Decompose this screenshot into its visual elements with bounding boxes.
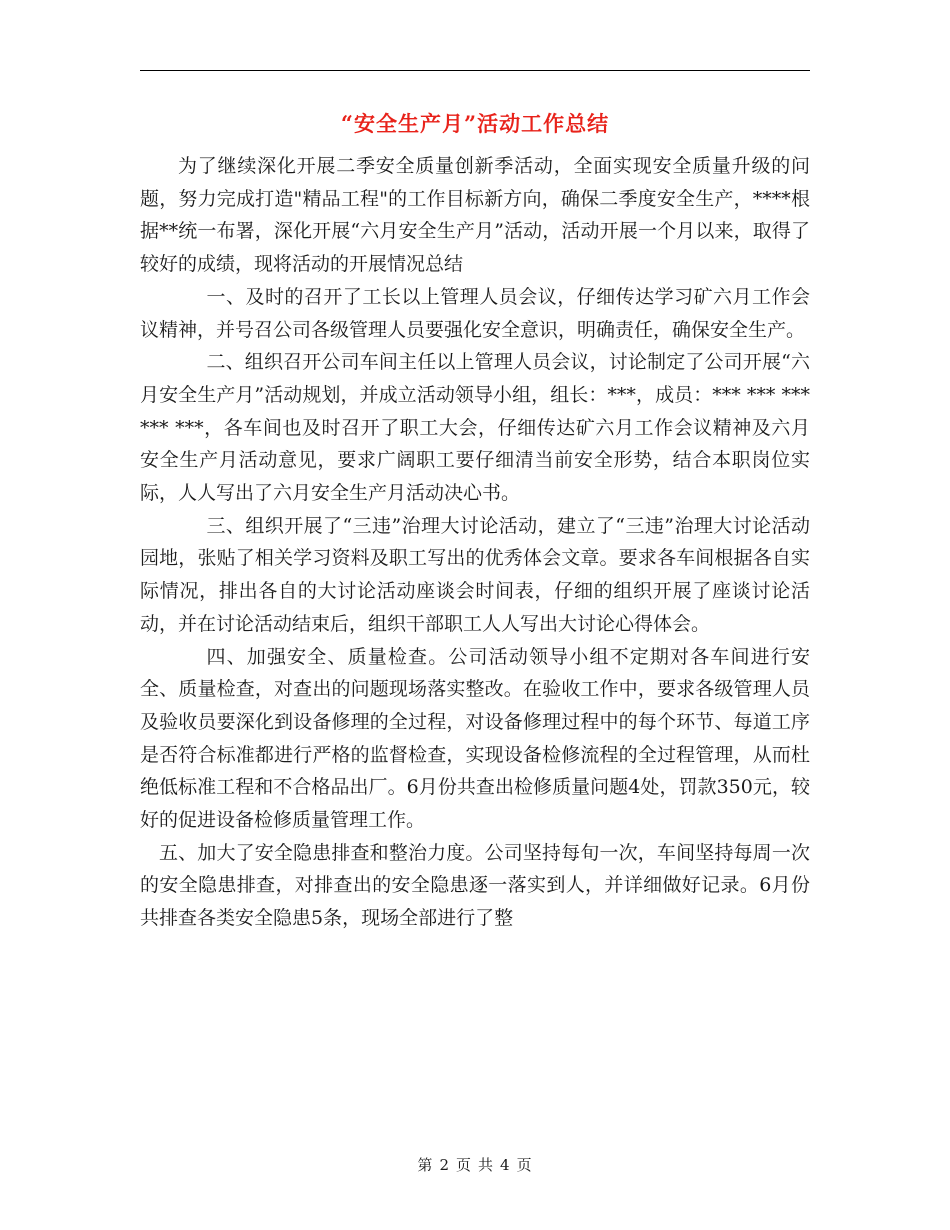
- page-footer: [0, 1154, 950, 1175]
- header-rule: [140, 70, 810, 71]
- paragraph-section-4: 四、加强安全、质量检查。公司活动领导小组不定期对各车间进行安全、质量检查，对查出的问题现场落实整改。在验收工作中，要求各级管理人员及验收员要深化到设备修理的全过程，对设备修理过程中的每个环节、每道工序是否符合标准都进行严格的监督检查，实现设备检修流程的全过程管理，从而杜绝低标准工程和不合格品出厂。6月份共查出检修质量问题4处，罚款350元，较好的促进设备检修质量管理工作。: [140, 645, 810, 832]
- footer-page-mid: 页: [455, 1156, 472, 1174]
- paragraph-section-1: 一、及时的召开了工长以上管理人员会议，仔细传达学习矿六月工作会议精神，并号召公司各级管理人员要强化安全意识，明确责任，确保安全生产。: [140, 285, 810, 341]
- paragraph-section-3: 三、组织开展了“三违”治理大讨论活动，建立了“三违”治理大讨论活动园地，张贴了相关学习资料及职工写出的优秀体会文章。要求各车间根据各自实际情况，排出各自的大讨论活动座谈会时间表，仔细的组织开展了座谈讨论活动，并在讨论活动结束后，组织干部职工人人写出大讨论心得体会。: [140, 514, 810, 635]
- footer-page-total: 4: [500, 1156, 511, 1174]
- footer-page-suffix: 页: [516, 1156, 533, 1174]
- document-title: “安全生产月”活动工作总结: [340, 111, 610, 136]
- paragraph-section-2: 二、组织召开公司车间主任以上管理人员会议，讨论制定了公司开展“六月安全生产月”活动规划，并成立活动领导小组，组长：***，成员：*** *** *** *** ***，各车间也及时召开了职工大会，仔细传达矿六月工作会议精神及六月安全生产月活动意见，要求广阔职工要仔细清当前安全形势，结合本职岗位实际，人人写出了六月安全生产月活动决心书。: [140, 351, 810, 505]
- footer-page-prefix: 第: [417, 1156, 434, 1174]
- paragraph-intro: 为了继续深化开展二季安全质量创新季活动，全面实现安全质量升级的问题，努力完成打造"精品工程"的工作目标新方向，确保二季度安全生产，****根据**统一布署，深化开展“六月安全生产月”活动，活动开展一个月以来，取得了较好的成绩，现将活动的开展情况总结: [140, 155, 810, 276]
- footer-total-prefix: 共: [478, 1156, 495, 1174]
- paragraph-section-5: 五、加大了安全隐患排查和整治力度。公司坚持每旬一次，车间坚持每周一次的安全隐患排查，对排查出的安全隐患逐一落实到人，并详细做好记录。6月份共排查各类安全隐患5条，现场全部进行了整: [140, 841, 810, 930]
- document-body: [140, 150, 810, 935]
- footer-page-current: 2: [439, 1156, 450, 1174]
